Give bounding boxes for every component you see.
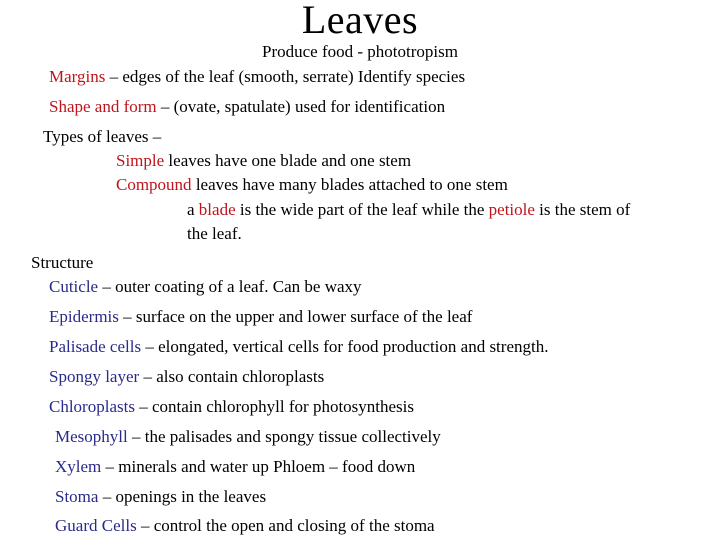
blade-mid: is the wide part of the leaf while the	[235, 200, 489, 219]
structure-item-chloroplasts	[49, 397, 414, 417]
spongy-definition: – also contain chloroplasts	[139, 367, 325, 386]
margins-term: Margins	[49, 67, 106, 86]
simple-term: Simple	[116, 151, 165, 170]
compound-term: Compound	[116, 175, 192, 194]
structure-item-palisade	[49, 337, 548, 357]
blade-petiole-line	[187, 200, 630, 220]
compound-definition: leaves have many blades attached to one stem	[191, 175, 508, 194]
petiole-term: petiole	[488, 200, 535, 219]
structure-item-epidermis	[49, 307, 472, 327]
blade-pre: a	[187, 200, 199, 219]
page-title: Leaves	[301, 0, 419, 42]
palisade-definition: – elongated, vertical cells for food production and strength.	[141, 337, 549, 356]
epidermis-definition: – surface on the upper and lower surface of the leaf	[118, 307, 473, 326]
margins-line	[49, 67, 465, 87]
structure-item-spongy	[49, 367, 324, 387]
mesophyll-definition: – the palisades and spongy tissue collectively	[127, 427, 441, 446]
shape-form-definition: – (ovate, spatulate) used for identification	[156, 97, 446, 116]
chloroplasts-term: Chloroplasts	[49, 397, 135, 416]
cuticle-term: Cuticle	[49, 277, 99, 296]
chloroplasts-definition: – contain chlorophyll for photosynthesis	[134, 397, 415, 416]
petiole-post: is the stem of	[534, 200, 631, 219]
blade-petiole-continuation: the leaf.	[187, 224, 242, 243]
structure-item-stoma	[55, 487, 266, 507]
blade-term: blade	[198, 200, 236, 219]
guard-cells-definition: – control the open and closing of the stoma	[136, 516, 435, 535]
subtitle: Produce food - phototropism	[262, 42, 458, 61]
xylem-definition: – minerals and water up Phloem – food down	[101, 457, 416, 476]
types-heading: Types of leaves –	[43, 127, 162, 146]
palisade-term: Palisade cells	[49, 337, 142, 356]
shape-form-term: Shape and form	[49, 97, 157, 116]
xylem-term: Xylem	[55, 457, 102, 476]
structure-item-xylem	[55, 457, 415, 477]
stoma-definition: – openings in the leaves	[98, 487, 267, 506]
simple-line	[116, 151, 411, 171]
simple-definition: leaves have one blade and one stem	[164, 151, 412, 170]
compound-line	[116, 175, 508, 195]
guard-cells-term: Guard Cells	[55, 516, 137, 535]
margins-definition: – edges of the leaf (smooth, serrate) Identify species	[105, 67, 466, 86]
structure-item-guard-cells	[55, 516, 435, 536]
structure-heading: Structure	[31, 253, 94, 272]
structure-item-cuticle	[49, 277, 362, 297]
epidermis-term: Epidermis	[49, 307, 119, 326]
structure-item-mesophyll	[55, 427, 441, 447]
cuticle-definition: – outer coating of a leaf. Can be waxy	[98, 277, 362, 296]
mesophyll-term: Mesophyll	[55, 427, 128, 446]
shape-form-line	[49, 97, 445, 117]
spongy-term: Spongy layer	[49, 367, 140, 386]
stoma-term: Stoma	[55, 487, 99, 506]
